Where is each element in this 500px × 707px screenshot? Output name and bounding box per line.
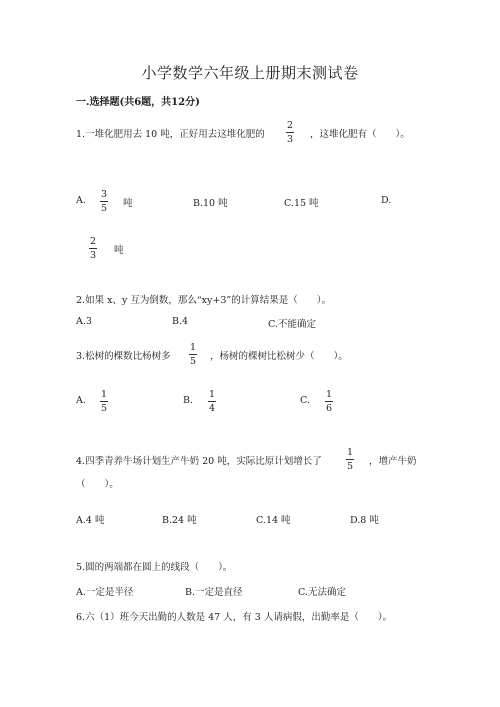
question-4-text-after: ，增产牛奶 bbox=[369, 456, 417, 467]
fraction-denominator: 3 bbox=[286, 134, 294, 145]
option-a-unit: 吨 bbox=[123, 198, 133, 209]
fraction-bar bbox=[100, 201, 108, 202]
option-d-fraction bbox=[89, 236, 97, 261]
option-c: C.14 吨 bbox=[256, 515, 291, 526]
page-title: 小学数学六年级上册期末测试卷 bbox=[141, 64, 359, 82]
question-6-text: 6.六（1）班今天出勤的人数是 47 人，有 3 人请病假，出勤率是（ ）。 bbox=[76, 612, 393, 623]
option-c: C.15 吨 bbox=[284, 198, 319, 209]
option-c: C.无法确定 bbox=[298, 587, 346, 598]
fraction-denominator: 4 bbox=[208, 403, 216, 414]
question-1-fraction bbox=[286, 120, 294, 145]
section-heading: 一.选择题(共6题，共12分) bbox=[76, 97, 200, 108]
fraction-bar bbox=[346, 459, 354, 460]
question-1-text-before: 1.一堆化肥用去 10 吨，正好用去这堆化肥的 bbox=[76, 129, 265, 140]
question-1-text-after: ，这堆化肥有（ ）。 bbox=[310, 129, 410, 140]
option-a: A.4 吨 bbox=[76, 515, 105, 526]
fraction-numerator: 1 bbox=[208, 389, 216, 400]
question-4-text-line2: （ ）。 bbox=[76, 479, 119, 490]
fraction-denominator: 5 bbox=[100, 203, 108, 214]
fraction-numerator: 2 bbox=[286, 120, 294, 131]
fraction-numerator: 1 bbox=[189, 342, 197, 353]
option-a-label: A. bbox=[76, 395, 86, 406]
option-c: C.不能确定 bbox=[268, 319, 316, 330]
fraction-denominator: 5 bbox=[346, 461, 354, 472]
option-c-fraction bbox=[325, 389, 333, 414]
fraction-bar bbox=[100, 401, 108, 402]
option-a: A.3 bbox=[76, 316, 92, 327]
fraction-bar bbox=[325, 401, 333, 402]
fraction-denominator: 5 bbox=[189, 356, 197, 367]
option-b: B.4 bbox=[172, 316, 189, 327]
fraction-denominator: 5 bbox=[100, 403, 108, 414]
fraction-bar bbox=[208, 401, 216, 402]
question-4-text-before: 4.四季青养牛场计划生产牛奶 20 吨，实际比原计划增长了 bbox=[76, 456, 322, 467]
option-a-label: A. bbox=[76, 195, 86, 206]
fraction-bar bbox=[286, 132, 294, 133]
option-a-fraction bbox=[100, 189, 108, 214]
option-a-fraction bbox=[100, 389, 108, 414]
option-b: B.一定是直径 bbox=[185, 587, 243, 598]
question-5-text: 5.圆的两端都在圆上的线段（ ）。 bbox=[76, 562, 233, 573]
question-3-text-after: ，杨树的棵树比松树少（ ）。 bbox=[210, 351, 348, 362]
option-b-fraction bbox=[208, 389, 216, 414]
option-d-unit: 吨 bbox=[114, 245, 124, 256]
fraction-numerator: 3 bbox=[100, 189, 108, 200]
question-3-fraction bbox=[189, 342, 197, 367]
option-b: B.24 吨 bbox=[162, 515, 197, 526]
option-d: D.8 吨 bbox=[350, 515, 379, 526]
question-4-fraction bbox=[346, 447, 354, 472]
option-b: B.10 吨 bbox=[193, 198, 228, 209]
fraction-bar bbox=[89, 248, 97, 249]
fraction-denominator: 3 bbox=[89, 250, 97, 261]
fraction-numerator: 1 bbox=[346, 447, 354, 458]
fraction-bar bbox=[189, 354, 197, 355]
option-b-label: B. bbox=[183, 395, 194, 406]
option-c-label: C. bbox=[300, 395, 310, 406]
question-2-text: 2.如果 x、y 互为倒数，那么“xy+3”的计算结果是（ ）。 bbox=[76, 295, 332, 306]
question-3-text-before: 3.松树的棵数比杨树多 bbox=[76, 351, 171, 362]
option-a: A.一定是半径 bbox=[76, 587, 134, 598]
fraction-denominator: 6 bbox=[325, 403, 333, 414]
fraction-numerator: 1 bbox=[325, 389, 333, 400]
fraction-numerator: 2 bbox=[89, 236, 97, 247]
fraction-numerator: 1 bbox=[100, 389, 108, 400]
option-d-label: D. bbox=[381, 195, 392, 206]
